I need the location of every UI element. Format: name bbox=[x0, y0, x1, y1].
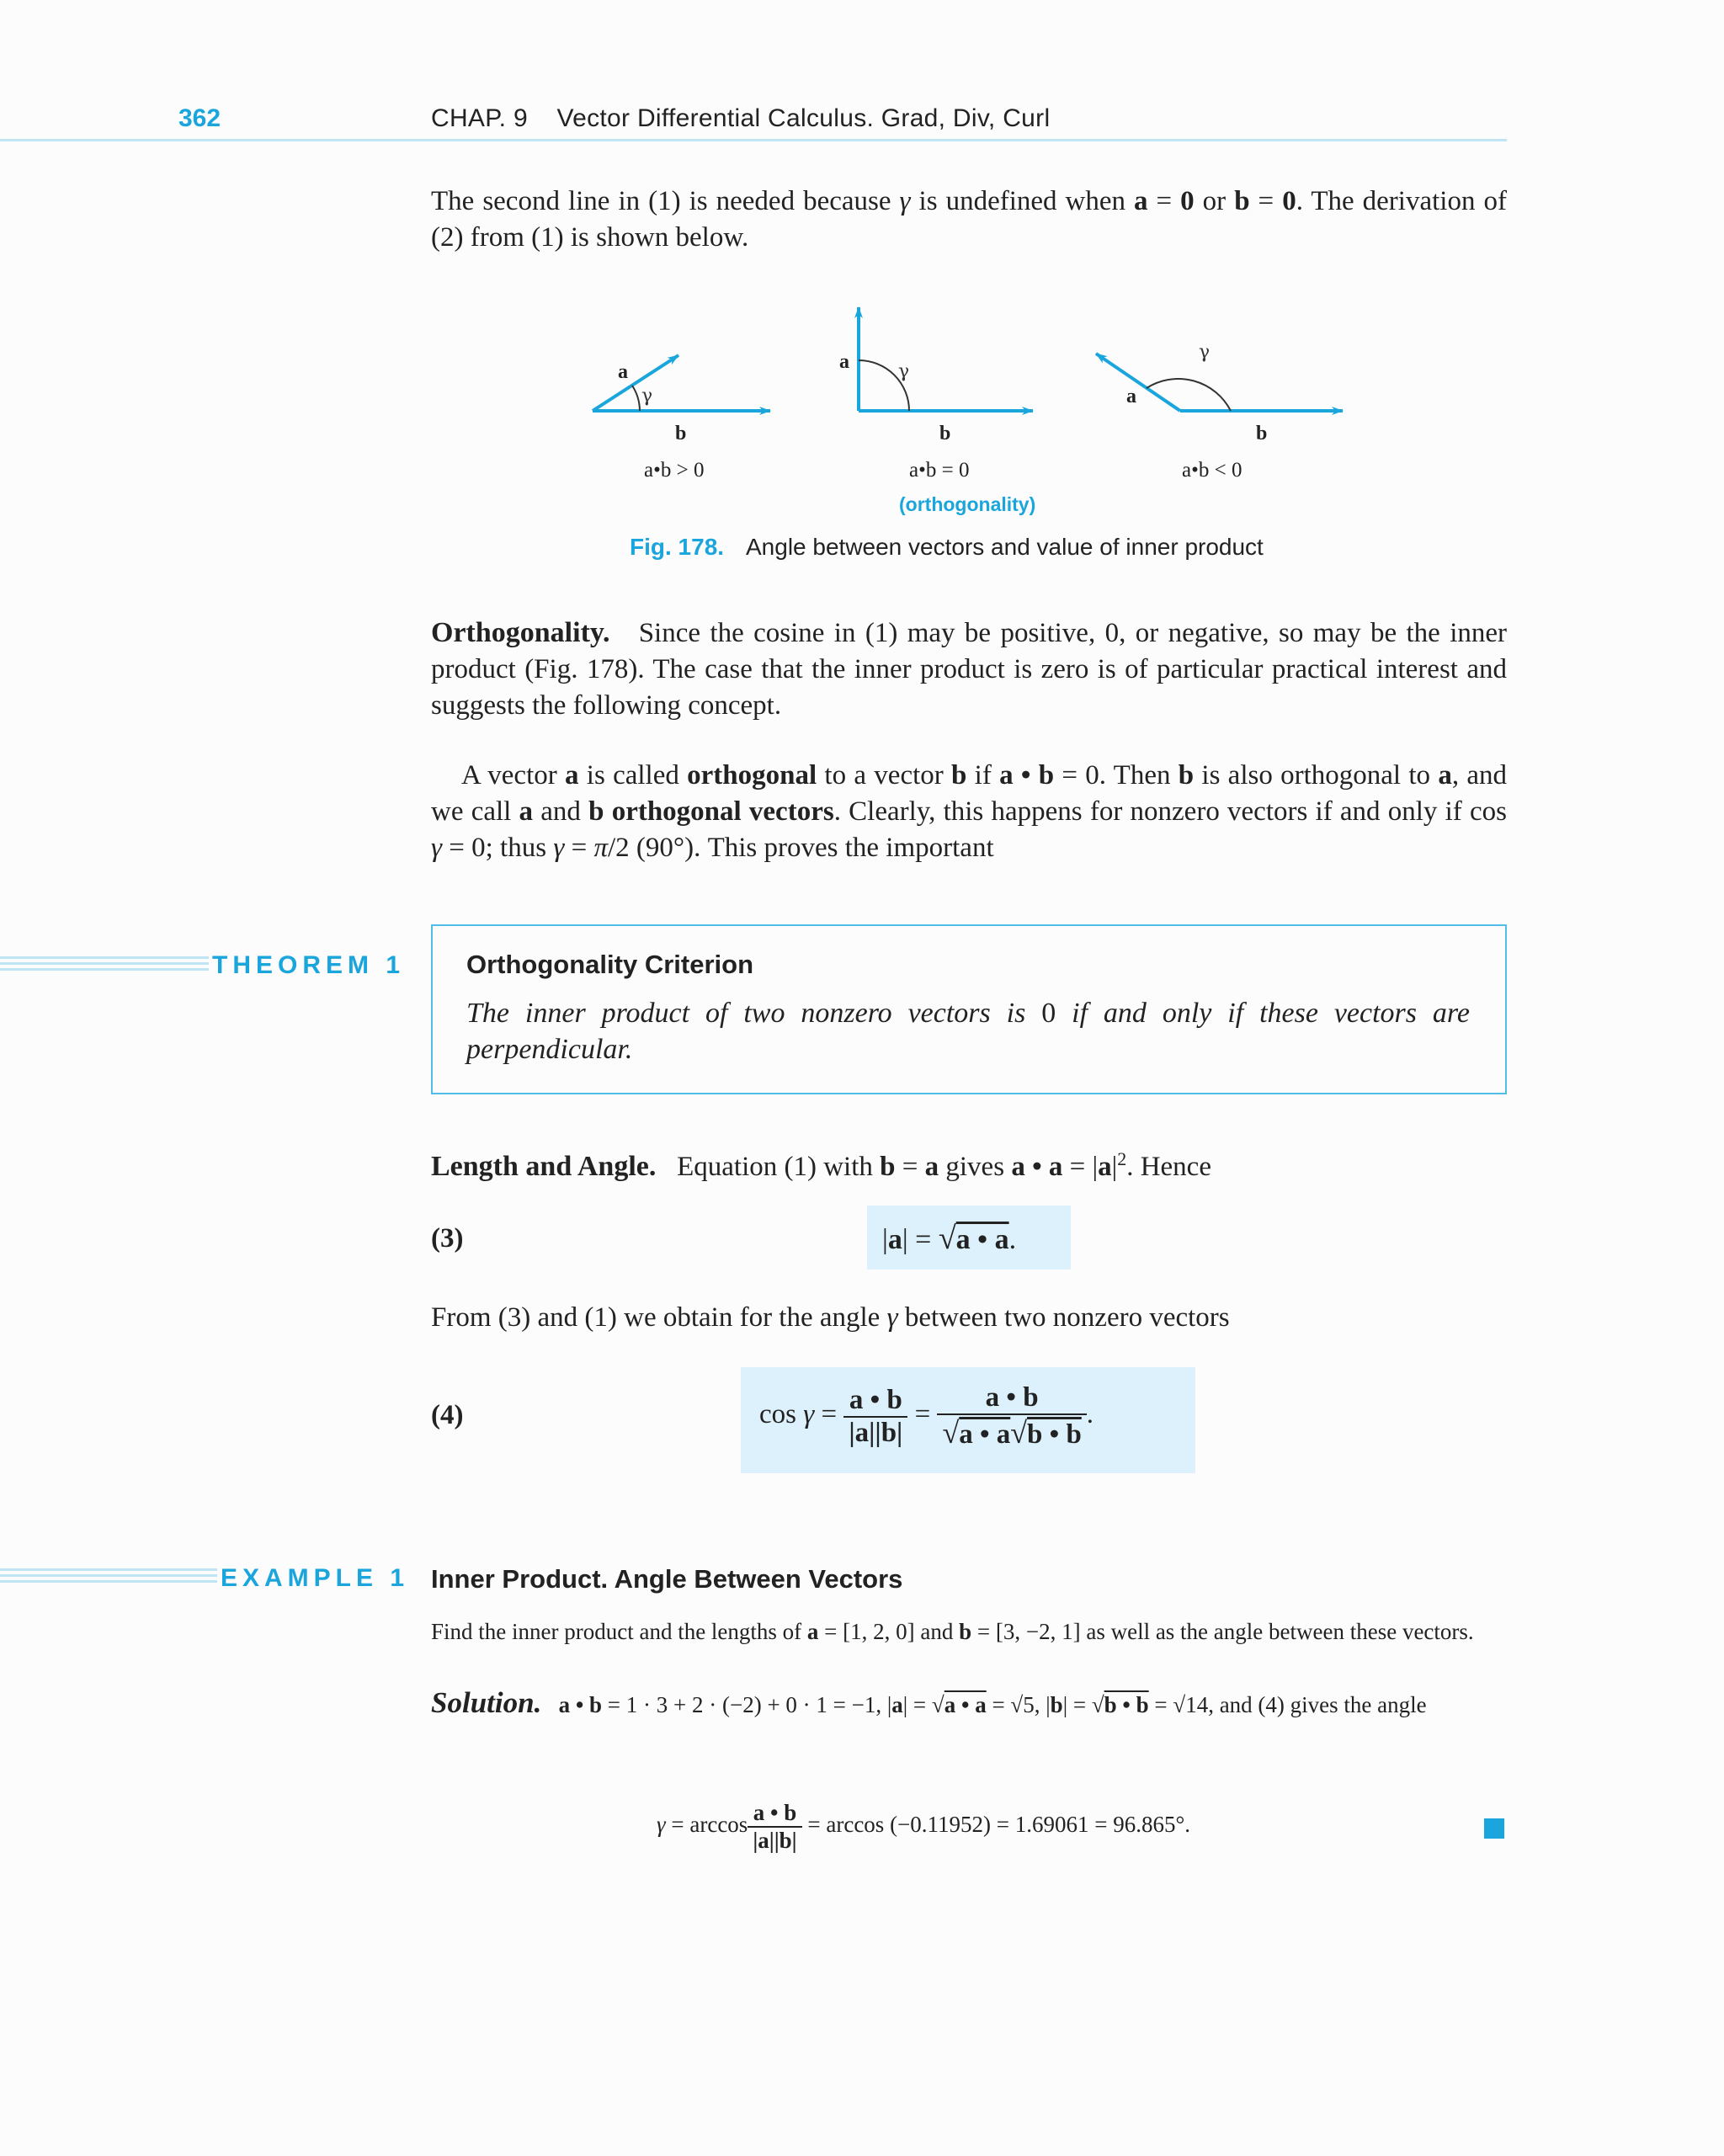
angle-paragraph bbox=[431, 1300, 1507, 1336]
sqrt-icon: √ bbox=[1091, 1692, 1104, 1717]
text: /2 (90°). This proves the important bbox=[608, 833, 994, 863]
figure-178-diagram bbox=[581, 299, 1389, 526]
vector-b: b bbox=[880, 1152, 896, 1182]
text: = | bbox=[1062, 1152, 1099, 1182]
header-rule bbox=[0, 139, 1507, 141]
gamma-symbol: γ bbox=[886, 1302, 898, 1333]
fraction-1 bbox=[843, 1385, 907, 1449]
text: Since the cosine in (1) may be positive, 0, or negative, so may be the inner product (Fig. 178). The case that the inner product is zero is of particular practical interest and suggests the following concept. bbox=[431, 618, 1508, 721]
example-result bbox=[657, 1800, 1190, 1854]
cos: cos bbox=[759, 1399, 804, 1430]
text: gives bbox=[939, 1152, 1012, 1182]
section-heading: Length and Angle. bbox=[431, 1151, 657, 1182]
condition-positive: a•b > 0 bbox=[644, 459, 705, 482]
page-number: 362 bbox=[178, 104, 221, 132]
theorem-body bbox=[466, 995, 1470, 1067]
text: From (3) and (1) we obtain for the angle bbox=[431, 1302, 887, 1333]
vector-a: a bbox=[1438, 760, 1452, 791]
vector-a: a bbox=[565, 760, 579, 791]
abs-bar: | bbox=[902, 1224, 908, 1255]
text: = bbox=[1249, 186, 1283, 216]
sqrt-icon: √ bbox=[942, 1416, 960, 1450]
numerator: a • b bbox=[849, 1384, 902, 1415]
label-a: a bbox=[618, 361, 628, 383]
equals: = bbox=[907, 1224, 939, 1255]
label-gamma: γ bbox=[898, 361, 910, 382]
label-a: a bbox=[1126, 386, 1136, 407]
text: Find the inner product and the lengths of bbox=[431, 1619, 807, 1644]
text: | bbox=[1111, 1152, 1118, 1182]
text: = √14, and (4) gives the angle bbox=[1148, 1692, 1427, 1717]
text: = bbox=[1147, 186, 1181, 216]
angle-arc bbox=[632, 386, 640, 411]
text: = [1, 2, 0] and bbox=[818, 1619, 960, 1644]
orthogonality-paragraph bbox=[431, 615, 1507, 724]
text: The inner product of two nonzero vectors is bbox=[466, 998, 1042, 1029]
zero-vector: 0 bbox=[1282, 186, 1296, 216]
text: = bbox=[895, 1152, 925, 1182]
vector-a: a bbox=[924, 1152, 939, 1182]
abs-bar: | bbox=[882, 1224, 888, 1255]
numerator: a • b bbox=[753, 1800, 797, 1825]
text: . The derivation of (2) from (1) is shown below. bbox=[431, 186, 1507, 253]
label-b: b bbox=[939, 423, 951, 445]
vector-a: a bbox=[1134, 186, 1148, 216]
text: if bbox=[966, 760, 1000, 791]
equation-number-3: (3) bbox=[431, 1223, 464, 1254]
equation-number-4: (4) bbox=[431, 1400, 464, 1430]
condition-negative: a•b < 0 bbox=[1182, 459, 1242, 482]
term-orthogonal: orthogonal bbox=[687, 760, 817, 791]
zero-vector: 0 bbox=[1180, 186, 1195, 216]
vector-a: a bbox=[806, 1619, 819, 1644]
numerator: a • b bbox=[985, 1382, 1039, 1413]
equation-3 bbox=[882, 1220, 1016, 1257]
exponent: 2 bbox=[1117, 1148, 1127, 1169]
text: = 0; thus bbox=[442, 833, 554, 863]
example-solution bbox=[431, 1688, 1507, 1720]
equation-4 bbox=[759, 1382, 1093, 1451]
radicand: b • b bbox=[1104, 1692, 1149, 1717]
fraction-2 bbox=[937, 1382, 1086, 1451]
label-gamma: γ bbox=[641, 386, 653, 407]
text: The second line in (1) is needed because bbox=[431, 186, 900, 216]
running-head: CHAP. 9 Vector Differential Calculus. Grad, Div, Curl bbox=[431, 104, 1051, 132]
vector-b: b bbox=[1234, 186, 1250, 216]
zero: 0 bbox=[1041, 998, 1056, 1029]
pi-symbol: π bbox=[593, 833, 608, 863]
denominator: |a||b| bbox=[843, 1416, 907, 1449]
figure-caption-number: Fig. 178. bbox=[630, 534, 725, 560]
orthogonality-note: (orthogonality) bbox=[899, 493, 1036, 515]
radicand: a • a bbox=[944, 1692, 987, 1717]
length-angle-paragraph bbox=[431, 1141, 1507, 1185]
vector-a: a bbox=[891, 1692, 903, 1717]
radicand: b • b bbox=[1027, 1419, 1082, 1450]
result-fraction bbox=[748, 1800, 801, 1854]
definition-paragraph bbox=[431, 758, 1507, 866]
radicand: a • a bbox=[955, 1224, 1009, 1255]
inner-product: a • a bbox=[1011, 1152, 1063, 1182]
label-a: a bbox=[839, 351, 849, 373]
vector-b: b bbox=[959, 1619, 972, 1644]
equals: = bbox=[814, 1399, 844, 1430]
text: = 1 · 3 + 2 · (−2) + 0 · 1 = −1, | bbox=[602, 1692, 892, 1717]
figure-caption-text: Angle between vectors and value of inner product bbox=[746, 534, 1264, 560]
panel-orthogonal bbox=[839, 307, 1033, 482]
gamma-symbol: γ bbox=[803, 1399, 815, 1430]
text: = √5, | bbox=[986, 1692, 1051, 1717]
text: , and we call bbox=[431, 760, 1508, 827]
text: = 0. Then bbox=[1054, 760, 1179, 791]
end-of-proof-icon bbox=[1484, 1818, 1504, 1839]
vector-a: a bbox=[519, 796, 534, 827]
vector-a-arrow bbox=[593, 355, 678, 411]
label-b: b bbox=[675, 423, 687, 445]
theorem-label: THEOREM 1 bbox=[209, 951, 408, 980]
theorem-title: Orthogonality Criterion bbox=[466, 950, 753, 979]
vector-b: b bbox=[1050, 1692, 1063, 1717]
equals: = bbox=[914, 1399, 938, 1430]
panel-obtuse bbox=[1096, 342, 1343, 482]
radicand: a • a bbox=[959, 1419, 1011, 1450]
text: to a vector bbox=[817, 760, 952, 791]
text: A vector bbox=[461, 760, 566, 791]
text: = arccos (−0.11952) = 1.69061 = 96.865°. bbox=[801, 1812, 1191, 1838]
example-title: Inner Product. Angle Between Vectors bbox=[431, 1564, 903, 1594]
vector-a: a bbox=[1098, 1152, 1112, 1182]
vector-a-arrow bbox=[1096, 354, 1180, 411]
text: between two nonzero vectors bbox=[897, 1302, 1230, 1333]
text: . Clearly, this happens for nonzero vectors if and only if cos bbox=[833, 796, 1508, 827]
label-gamma: γ bbox=[1199, 342, 1211, 363]
example-label: EXAMPLE 1 bbox=[217, 1564, 412, 1593]
inner-product: a • b bbox=[999, 760, 1055, 791]
period: . bbox=[1086, 1399, 1094, 1430]
term-orthogonal-vectors: b orthogonal vectors bbox=[588, 796, 834, 827]
inner-product: a • b bbox=[558, 1692, 603, 1717]
example-question bbox=[431, 1616, 1507, 1647]
gamma-symbol: γ bbox=[553, 833, 565, 863]
condition-zero: a•b = 0 bbox=[909, 459, 970, 482]
text: if and only if these vectors are perpendicular. bbox=[466, 998, 1470, 1065]
text: is also orthogonal to bbox=[1194, 760, 1439, 791]
text: is called bbox=[578, 760, 688, 791]
gamma-symbol: γ bbox=[431, 833, 443, 863]
text: = bbox=[564, 833, 594, 863]
text: | = bbox=[1062, 1692, 1092, 1717]
denominator: |a||b| bbox=[748, 1826, 801, 1854]
text: = [3, −2, 1] as well as the angle between these vectors. bbox=[971, 1619, 1474, 1644]
period: . bbox=[1008, 1224, 1017, 1255]
text: | = bbox=[902, 1692, 932, 1717]
text: . Hence bbox=[1126, 1152, 1211, 1182]
text: is undefined when bbox=[910, 186, 1135, 216]
gamma-symbol: γ bbox=[899, 186, 911, 216]
intro-paragraph bbox=[431, 184, 1507, 256]
text: or bbox=[1194, 186, 1235, 216]
text: Equation (1) with bbox=[677, 1152, 881, 1182]
label-b: b bbox=[1256, 423, 1268, 445]
sqrt-icon: √ bbox=[1010, 1416, 1028, 1450]
text: = arccos bbox=[665, 1812, 748, 1838]
denominator bbox=[937, 1413, 1086, 1451]
text: and bbox=[533, 796, 589, 827]
section-heading: Orthogonality. bbox=[431, 617, 610, 648]
panel-acute bbox=[593, 355, 770, 482]
solution-label: Solution. bbox=[431, 1686, 542, 1719]
vector-b: b bbox=[1178, 760, 1195, 791]
gamma-symbol: γ bbox=[657, 1812, 666, 1838]
vector-b: b bbox=[951, 760, 967, 791]
sqrt-icon: √ bbox=[931, 1692, 944, 1717]
vector-a: a bbox=[887, 1224, 902, 1255]
sqrt-icon: √ bbox=[938, 1221, 956, 1256]
